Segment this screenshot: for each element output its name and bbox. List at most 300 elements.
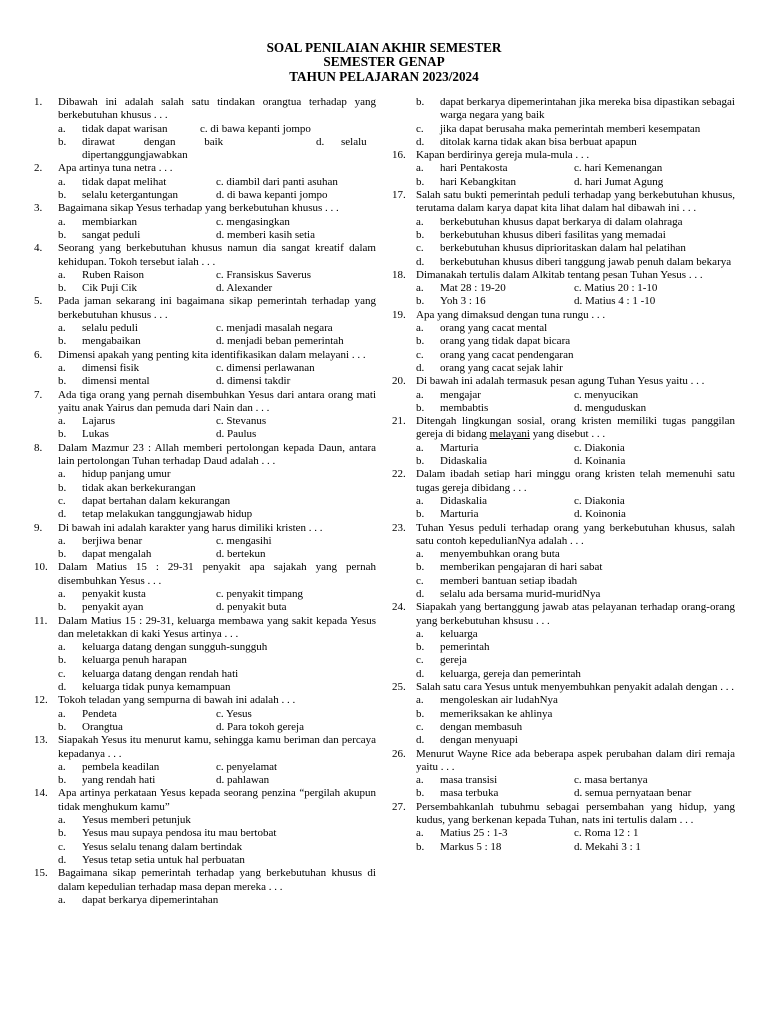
option xyxy=(416,123,735,136)
option xyxy=(416,256,735,269)
option-a: Mat 28 : 19-20 xyxy=(440,282,506,295)
question-text: Apa yang dimaksud dengan tuna rungu . . . xyxy=(416,308,606,321)
option-b: selalu ketergantungan xyxy=(82,189,179,202)
option xyxy=(416,349,735,362)
option-letter: a. xyxy=(58,760,66,773)
option xyxy=(416,242,735,255)
option-letter: b. xyxy=(58,282,67,295)
option-row xyxy=(416,162,735,175)
option-b: mengabaikan xyxy=(82,335,141,348)
option-d: keluarga, gereja dan pemerintah xyxy=(440,667,581,680)
question-9 xyxy=(34,522,376,562)
option xyxy=(58,841,376,854)
option-letter: b. xyxy=(416,787,425,800)
question-number: 10. xyxy=(34,561,48,574)
option-letter: a. xyxy=(416,162,424,175)
option-a: hari Pentakosta xyxy=(440,162,508,175)
option-row xyxy=(58,176,376,189)
option-d: d. menjadi beban pemerintah xyxy=(216,335,344,348)
option-b: dimensi mental xyxy=(82,375,150,388)
option-c: dapat bertahan dalam kekurangan xyxy=(82,494,231,507)
question-16 xyxy=(392,149,735,189)
option-c: c. Stevanus xyxy=(216,415,267,428)
option-b: dirawat dengan baik xyxy=(82,135,224,148)
question-8 xyxy=(34,442,376,522)
option-b: Yesus mau supaya pendosa itu mau bertobat xyxy=(82,827,277,840)
option xyxy=(416,641,735,654)
question-18 xyxy=(392,269,735,309)
question-2 xyxy=(34,162,376,202)
question-15 xyxy=(34,867,376,907)
question-23 xyxy=(392,522,735,602)
question-number: 9. xyxy=(34,521,43,534)
question-number: 11. xyxy=(34,614,48,627)
question-text: Dimensi apakah yang penting kita identifikasikan dalam melayani . . . xyxy=(58,348,366,361)
option-c: c. mengasihi xyxy=(216,534,272,547)
option-letter: a. xyxy=(416,388,424,401)
option-letter: b. xyxy=(58,375,67,388)
option-letter: d. xyxy=(416,667,425,680)
option-letter: b. xyxy=(416,840,425,853)
option-letter: c. xyxy=(416,122,424,135)
option-letter: d. xyxy=(416,361,425,374)
option-letter: b. xyxy=(416,707,425,720)
option-letter: b. xyxy=(416,175,425,188)
option-letter: b. xyxy=(416,96,425,108)
option-letter: b. xyxy=(58,601,67,614)
option-letter: a. xyxy=(58,122,66,135)
question-25 xyxy=(392,681,735,747)
option-row xyxy=(58,229,376,242)
option-c: memberi bantuan setiap ibadah xyxy=(440,574,578,587)
option-b-continued: dipertanggungjawabkan xyxy=(82,149,188,162)
option-c: c. Fransiskus Saverus xyxy=(216,268,312,281)
option-row xyxy=(416,827,735,840)
option-b: sangat peduli xyxy=(82,228,141,241)
option-d: d. di bawa kepanti jompo xyxy=(216,189,328,202)
question-number: 5. xyxy=(34,295,43,308)
option-letter: c. xyxy=(416,654,424,667)
header-year: TAHUN PELAJARAN 2023/2024 xyxy=(289,69,479,84)
question-number: 27. xyxy=(392,800,406,813)
question-21 xyxy=(392,415,735,468)
question-text: Salah satu cara Yesus untuk menyembuhkan penyakit adalah dengan . . . xyxy=(416,681,735,694)
option-letter: a. xyxy=(58,268,66,281)
option-row xyxy=(58,269,376,282)
option xyxy=(416,322,735,335)
option-row xyxy=(58,721,376,734)
option-letter: d. xyxy=(58,681,67,694)
option-c: c. Yesus xyxy=(216,707,252,720)
option-a: mengoleskan air ludahNya xyxy=(440,694,558,707)
question-10 xyxy=(34,561,376,614)
option-letter: d. xyxy=(416,255,425,268)
option-b: yang rendah hati xyxy=(82,774,156,787)
option-letter: c. xyxy=(58,494,66,507)
question-14 xyxy=(34,787,376,867)
option-row xyxy=(58,123,376,136)
option-letter: b. xyxy=(58,335,67,348)
option-row xyxy=(416,774,735,787)
question-text: Di bawah ini adalah karakter yang harus dimiliki kristen . . . xyxy=(58,521,323,534)
option-letter: a. xyxy=(416,441,424,454)
option-b: orang yang tidak dapat bicara xyxy=(440,335,571,348)
option-letter: a. xyxy=(416,282,424,295)
option xyxy=(58,894,376,907)
option-d: d. hari Jumat Agung xyxy=(574,175,664,188)
option-a: Didaskalia xyxy=(440,494,488,507)
option xyxy=(416,548,735,561)
question-number: 13. xyxy=(34,734,48,747)
option-b: keluarga penuh harapan xyxy=(82,654,187,667)
option-row xyxy=(58,322,376,335)
option-b: penyakit ayan xyxy=(82,601,144,614)
option-letter: a. xyxy=(416,548,424,561)
question-text: Seorang yang berkebutuhan khusus namun dia sangat kreatif dalam kehidupan. Tokoh tersebut ialah . . . xyxy=(58,242,376,268)
option-b: membabtis xyxy=(440,401,489,414)
option-c: c. diambil dari panti asuhan xyxy=(216,175,338,188)
option-b: tidak akan berkekurangan xyxy=(82,481,196,494)
option-c: c. menyucikan xyxy=(574,388,639,401)
option xyxy=(58,681,376,694)
option-row xyxy=(58,601,376,614)
option-c: gereja xyxy=(440,654,467,667)
option-c: c. Diakonia xyxy=(574,441,625,454)
option-letter: b. xyxy=(58,135,67,148)
question-text: Ada tiga orang yang pernah disembuhkan Yesus dari antara orang mati yaitu anak Yairus dan pemuda dari Nain dan . . . xyxy=(58,388,376,414)
option-letter: b. xyxy=(416,401,425,414)
option-a: Matius 25 : 1-3 xyxy=(440,827,508,840)
option-d: d. selalu xyxy=(316,135,367,148)
option-row xyxy=(58,362,376,375)
option xyxy=(416,362,735,375)
option-row xyxy=(58,428,376,441)
option-b: berkebutuhan khusus diberi fasilitas yang memadai xyxy=(440,228,666,241)
question-6 xyxy=(34,349,376,389)
option-row xyxy=(58,548,376,561)
option-letter: b. xyxy=(58,548,67,561)
option-row xyxy=(416,295,735,308)
question-7 xyxy=(34,389,376,442)
question-number: 16. xyxy=(392,149,406,162)
question-4 xyxy=(34,242,376,295)
option-d: ditolak karna tidak akan bisa berbuat apapun xyxy=(440,135,637,148)
option-letter: a. xyxy=(416,774,424,787)
option-letter: a. xyxy=(416,827,424,840)
question-26 xyxy=(392,748,735,801)
option xyxy=(416,216,735,229)
option-letter: a. xyxy=(58,175,66,188)
question-number: 20. xyxy=(392,375,406,388)
option-letter: b. xyxy=(416,295,425,308)
option-a: orang yang cacat mental xyxy=(440,322,548,335)
option-a: pembela keadilan xyxy=(82,760,160,773)
option-c: c. di bawa kepanti jompo xyxy=(200,122,311,135)
option-c: c. Roma 12 : 1 xyxy=(574,827,639,840)
option-a: Pendeta xyxy=(82,707,117,720)
right-column xyxy=(392,96,735,854)
option-d: d. Para tokoh gereja xyxy=(216,720,304,733)
option xyxy=(416,654,735,667)
option xyxy=(416,229,735,242)
option-row xyxy=(58,415,376,428)
question-text: Di bawah ini adalah termasuk pesan agung Tuhan Yesus yaitu . . . xyxy=(416,375,705,388)
question-text: Apa artinya tuna netra . . . xyxy=(58,162,173,175)
option-a: dapat berkarya dipemerintahan xyxy=(82,893,219,906)
option-letter: b. xyxy=(58,827,67,840)
option-d: d. Koinonia xyxy=(574,508,626,521)
option xyxy=(416,708,735,721)
option-letter: a. xyxy=(58,893,66,906)
option-a: selalu peduli xyxy=(82,322,138,335)
option xyxy=(416,136,735,149)
option-letter: d. xyxy=(58,853,67,866)
option-c: keluarga datang dengan rendah hati xyxy=(82,667,239,680)
question-number: 18. xyxy=(392,268,406,281)
option-a: keluarga xyxy=(440,627,478,640)
option-row xyxy=(58,189,376,202)
option-a: Marturia xyxy=(440,441,479,454)
question-number: 22. xyxy=(392,468,406,481)
option xyxy=(58,814,376,827)
option-letter: b. xyxy=(58,428,67,441)
option-d: d. menguduskan xyxy=(574,401,647,414)
question-number: 26. xyxy=(392,747,406,760)
question-text: Dalam Matius 15 : 29-31 penyakit apa sajakah yang pernah disembuhkan Yesus . . . xyxy=(58,561,376,587)
option-letter: a. xyxy=(416,694,424,707)
option-d: berkebutuhan khusus diberi tanggung jawab penuh dalam bekarya xyxy=(440,255,732,268)
option-letter: b. xyxy=(58,481,67,494)
option-letter: a. xyxy=(58,322,66,335)
option xyxy=(416,561,735,574)
question-text: Apa artinya perkataan Yesus kepada seorang penzina “pergilah akupun tidak menghukum kamu” xyxy=(58,787,376,813)
question-text: Dimanakah tertulis dalam Alkitab tentang pesan Tuhan Yesus . . . xyxy=(416,268,703,281)
question-number: 15. xyxy=(34,867,48,880)
option-c: jika dapat berusaha maka pemerintah memberi kesempatan xyxy=(440,122,701,135)
option xyxy=(58,854,376,867)
question-17 xyxy=(392,189,735,269)
option-row xyxy=(416,455,735,468)
option-row xyxy=(58,761,376,774)
option xyxy=(58,668,376,681)
option-c: Yesus selalu tenang dalam bertindak xyxy=(82,840,243,853)
option-c: c. hari Kemenangan xyxy=(574,162,663,175)
option-b: Yoh 3 : 16 xyxy=(440,295,486,308)
option-row xyxy=(58,136,376,149)
option-a: tidak dapat melihat xyxy=(82,175,167,188)
option-d: keluarga tidak punya kemampuan xyxy=(82,681,231,694)
question-number: 7. xyxy=(34,388,43,401)
option-d: d. Alexander xyxy=(216,282,273,295)
option-row xyxy=(416,787,735,800)
option-letter: a. xyxy=(416,215,424,228)
option-d: dengan menyuapi xyxy=(440,734,518,747)
option-letter: c. xyxy=(416,574,424,587)
option-letter: b. xyxy=(58,654,67,667)
question-number: 6. xyxy=(34,348,43,361)
option-d: d. pahlawan xyxy=(216,774,270,787)
option-b: Lukas xyxy=(82,428,109,441)
option-letter: b. xyxy=(416,508,425,521)
option-c: c. penyelamat xyxy=(216,760,278,773)
option-d: d. Koinania xyxy=(574,455,626,468)
question-22 xyxy=(392,468,735,521)
question-12 xyxy=(34,694,376,734)
question-19 xyxy=(392,309,735,375)
option-letter: d. xyxy=(58,508,67,521)
question-text-end: yang disebut . . . xyxy=(529,428,606,441)
option xyxy=(58,482,376,495)
option-row xyxy=(58,708,376,721)
question-text: Bagaimana sikap Yesus terhadap yang berkebutuhan khusus . . . xyxy=(58,202,339,215)
option-letter: b. xyxy=(58,774,67,787)
option-row xyxy=(416,282,735,295)
option-b: Markus 5 : 18 xyxy=(440,840,502,853)
option-row xyxy=(58,774,376,787)
option-c: c. penyakit timpang xyxy=(216,587,304,600)
option-letter: b. xyxy=(416,641,425,654)
question-number: 14. xyxy=(34,787,48,800)
question-number: 17. xyxy=(392,189,406,202)
option-letter: a. xyxy=(58,587,66,600)
option-letter: d. xyxy=(416,135,425,148)
question-number: 4. xyxy=(34,242,43,255)
option-row xyxy=(416,841,735,854)
question-text-start: Ditengah lingkungan sosial, orang kristen memiliki tugas panggilan gereja di bidang xyxy=(416,415,735,441)
option xyxy=(416,335,735,348)
option xyxy=(416,721,735,734)
option-row xyxy=(416,508,735,521)
option-letter: d. xyxy=(416,734,425,747)
option-a: masa transisi xyxy=(440,774,498,787)
question-text: Dalam ibadah setiap hari minggu orang kristen telah memenuhi satu tugas gereja dibidang . . . xyxy=(416,468,735,494)
underlined-word: melayani xyxy=(489,428,530,441)
question-text: Tokoh teladan yang sempurna di bawah ini adalah . . . xyxy=(58,694,296,707)
option-c: c. mengasingkan xyxy=(216,215,290,228)
question-text: Salah satu bukti pemerintah peduli terhadap yang berkebutuhan khusus, terutama dalam karya dapat kita lihat dalam hal dibawah ini . . . xyxy=(416,189,735,215)
question-text: Siapakah yang bertanggung jawab atas pelayanan terhadap orang-orang yang berkebutuhan khsusu . . . xyxy=(416,601,735,627)
option-a: membiarkan xyxy=(82,215,137,228)
option-letter: a. xyxy=(58,641,66,654)
question-text: Dalam Mazmur 23 : Allah memberi pertolongan kepada Daun, antara lain pertolongan Tuhan terhadap Daud adalah . . . xyxy=(58,441,376,468)
option-row xyxy=(416,495,735,508)
option-a: mengajar xyxy=(440,388,481,401)
option-b: dapat mengalah xyxy=(82,548,152,561)
question-text: Tuhan Yesus peduli terhadap orang yang berkebutuhan khusus, salah satu contoh kepedulianNya adalah . . . xyxy=(416,521,735,547)
option-d: Yesus tetap setia untuk hal perbuatan xyxy=(82,853,245,866)
option xyxy=(416,628,735,641)
question-text: Persembahkanlah tubuhmu sebagai persembahan yang hidup, yang kudus, yang berkenan kepada Tuhan, nats ini tertulis dalam . . . xyxy=(416,800,735,827)
option-d: tetap melakukan tanggungjawab hidup xyxy=(82,508,253,521)
option-c: orang yang cacat pendengaran xyxy=(440,348,574,361)
option-d: selalu ada bersama murid-muridNya xyxy=(440,587,601,600)
question-number: 2. xyxy=(34,162,43,175)
option xyxy=(58,468,376,481)
header-title: SOAL PENILAIAN AKHIR SEMESTER xyxy=(266,40,502,55)
option-letter: b. xyxy=(416,228,425,241)
option-b: Cik Puji Cik xyxy=(82,282,138,295)
question-27 xyxy=(392,801,735,854)
question-text xyxy=(416,415,735,442)
option-letter: b. xyxy=(58,189,67,202)
option-b: Orangtua xyxy=(82,720,123,733)
option-letter: a. xyxy=(416,627,424,640)
option-b: masa terbuka xyxy=(440,787,499,800)
question-15-continued xyxy=(392,96,735,149)
option-d: d. memberi kasih setia xyxy=(216,228,315,241)
option xyxy=(416,668,735,681)
question-number: 12. xyxy=(34,694,48,707)
option-a: Lajarus xyxy=(82,415,115,428)
option-d: d. Mekahi 3 : 1 xyxy=(574,840,641,853)
option-letter: c. xyxy=(58,840,66,853)
option-row xyxy=(416,176,735,189)
option-a: dimensi fisik xyxy=(82,361,140,374)
option-c: c. Diakonia xyxy=(574,494,625,507)
option-letter: b. xyxy=(416,561,425,574)
question-number: 21. xyxy=(392,415,406,428)
option-b: Marturia xyxy=(440,508,479,521)
option-letter: d. xyxy=(416,587,425,600)
option-a: berkebutuhan khusus dapat berkarya di dalam olahraga xyxy=(440,215,683,228)
question-text: Pada jaman sekarang ini bagaimana sikap pemerintah terhadap yang berkebutuhan khusus . . . xyxy=(58,295,376,321)
option-b: memeriksakan ke ahlinya xyxy=(440,707,553,720)
option-letter: a. xyxy=(58,814,66,827)
option xyxy=(58,827,376,840)
option-b: pemerintah xyxy=(440,641,490,654)
option-a: menyembuhkan orang buta xyxy=(440,548,560,561)
option xyxy=(58,641,376,654)
option-letter: b. xyxy=(58,228,67,241)
question-number: 8. xyxy=(34,441,43,454)
option xyxy=(58,495,376,508)
question-5 xyxy=(34,295,376,348)
option-letter: c. xyxy=(58,667,66,680)
option-c: c. Matius 20 : 1-10 xyxy=(574,282,658,295)
option-letter: b. xyxy=(58,720,67,733)
option-letter: a. xyxy=(58,215,66,228)
question-number: 1. xyxy=(34,96,43,108)
option-b: hari Kebangkitan xyxy=(440,175,517,188)
option-row xyxy=(58,375,376,388)
option xyxy=(58,508,376,521)
option-row xyxy=(58,535,376,548)
option-c: dengan membasuh xyxy=(440,720,523,733)
option-row xyxy=(58,149,376,162)
question-number: 23. xyxy=(392,521,406,534)
option-c: c. menjadi masalah negara xyxy=(216,322,333,335)
option-row xyxy=(58,216,376,229)
option-a: Ruben Raison xyxy=(82,268,145,281)
question-text: Dalam Matius 15 : 29-31, keluarga membawa yang sakit kepada Yesus dan meletakkan di kaki Yesus artinya . . . xyxy=(58,614,376,640)
option xyxy=(416,575,735,588)
option-d: d. Paulus xyxy=(216,428,257,441)
header-semester: SEMESTER GENAP xyxy=(323,54,445,69)
option-letter: a. xyxy=(58,415,66,428)
option-row xyxy=(416,402,735,415)
question-13 xyxy=(34,734,376,787)
question-text: Dibawah ini adalah salah satu tindakan orangtua terhadap yang berkebutuhan khusus . . . xyxy=(58,96,376,122)
option-letter: a. xyxy=(416,494,424,507)
option-row xyxy=(58,335,376,348)
question-number: 25. xyxy=(392,681,406,694)
option-letter: a. xyxy=(416,322,424,335)
option-b: Didaskalia xyxy=(440,455,488,468)
question-number: 24. xyxy=(392,601,406,614)
question-text: Siapakah Yesus itu menurut kamu, sehingga kamu beriman dan percaya kepadanya . . . xyxy=(58,734,376,760)
option-d: orang yang cacat sejak lahir xyxy=(440,361,563,374)
option-a: Yesus memberi petunjuk xyxy=(82,814,191,827)
